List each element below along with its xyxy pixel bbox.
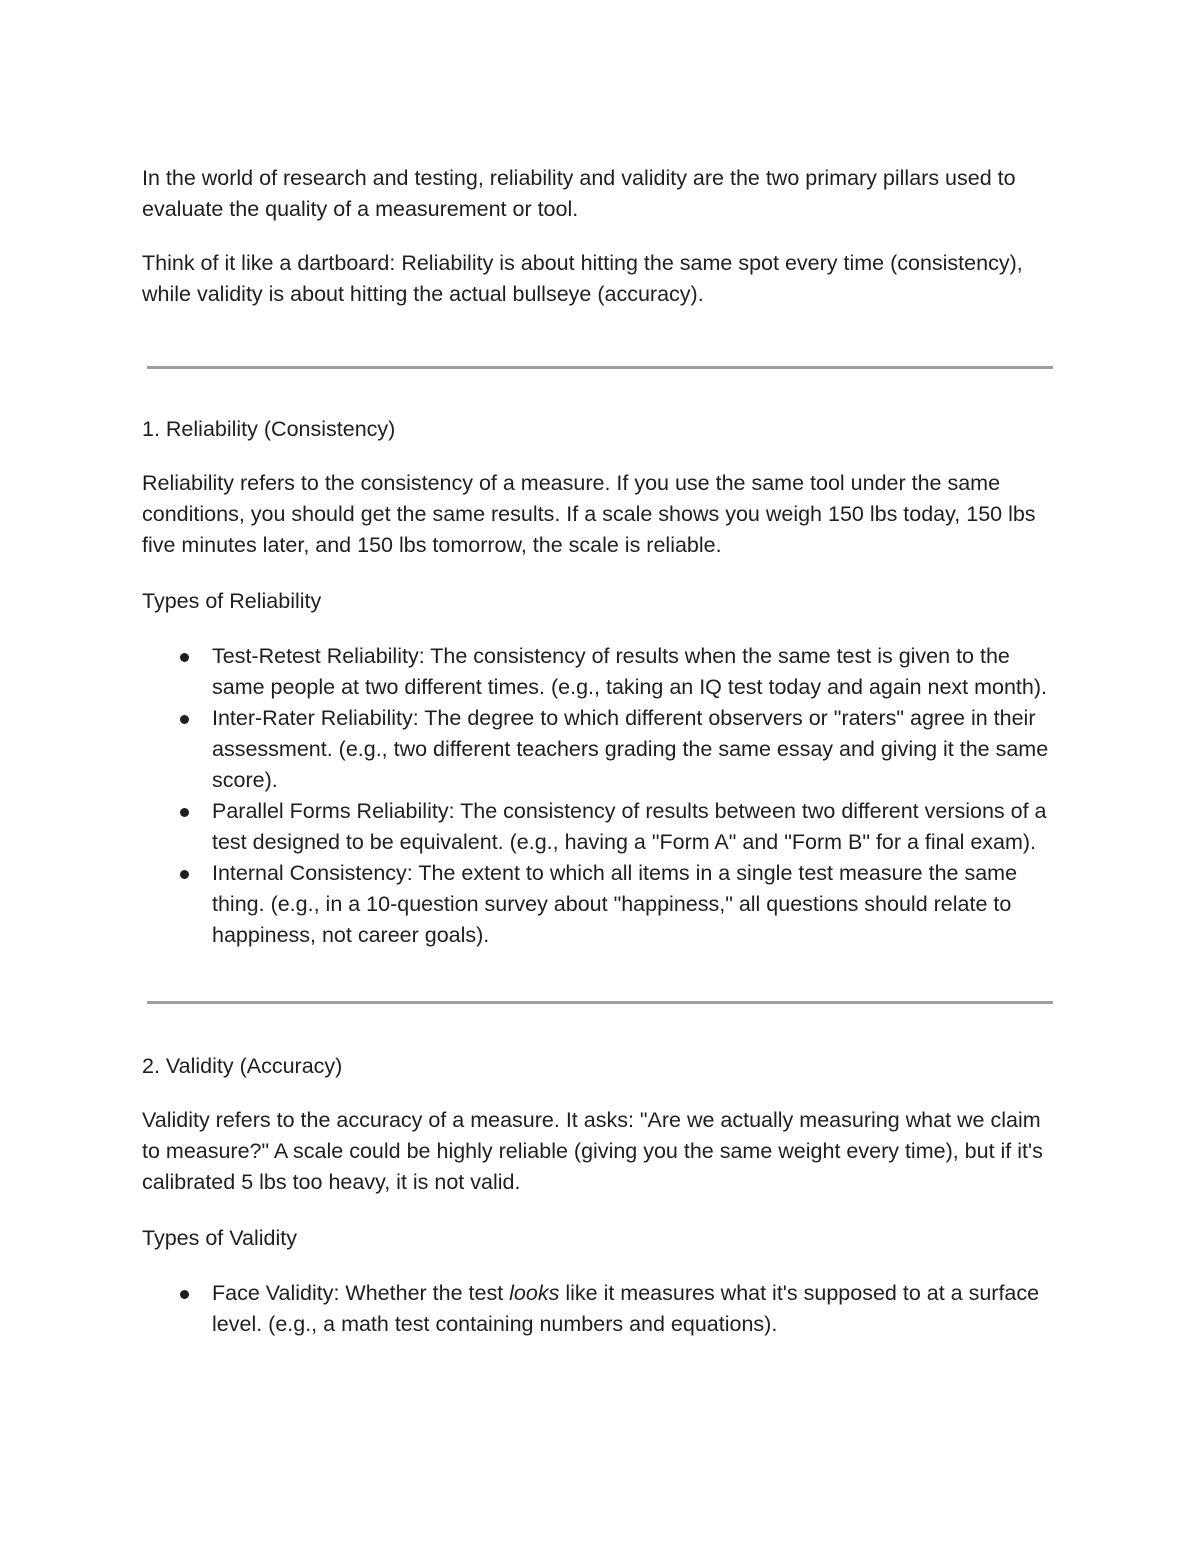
list-item [142,796,1062,858]
list-item-text: Internal Consistency: The extent to which all items in a single test measure the same thing. (e.g., in a 10-question survey about "happiness," all questions should relate to happiness, not career goals). [212,861,1018,947]
list-item [142,703,1062,796]
list-item [142,1278,1062,1340]
bullet-icon [180,808,189,817]
list-item [142,641,1062,703]
list-item-text [212,1281,1039,1336]
reliability-types-heading: Types of Reliability [142,589,322,613]
list-item [142,858,1062,951]
section-divider [147,1001,1053,1004]
intro-paragraph-2: Think of it like a dartboard: Reliability is about hitting the same spot every time (consistency), while validity is about hitting the actual bullseye (accuracy). [142,251,1023,306]
intro-paragraph-1: In the world of research and testing, reliability and validity are the two primary pillars used to evaluate the quality of a measurement or tool. [142,166,1016,221]
face-validity-text-after: like it measures what it's supposed to at a surface level. (e.g., a math test containing numbers and equations). [212,1281,1040,1336]
face-validity-emphasis: looks [509,1281,560,1305]
validity-types-list [142,1278,1062,1340]
document-page [142,163,1062,1340]
reliability-heading: 1. Reliability (Consistency) [142,417,396,441]
validity-heading: 2. Validity (Accuracy) [142,1054,343,1078]
bullet-icon [180,1290,189,1299]
validity-types-heading: Types of Validity [142,1226,297,1250]
section-divider [147,366,1053,369]
reliability-types-list [142,641,1062,951]
face-validity-text-before: Face Validity: Whether the test [212,1281,510,1305]
list-item-text: Parallel Forms Reliability: The consistency of results between two different versions of a test designed to be equivalent. (e.g., having a "Form A" and "Form B" for a final exam). [212,799,1047,854]
bullet-icon [180,715,189,724]
list-item-text: Inter-Rater Reliability: The degree to which different observers or "raters" agree in their assessment. (e.g., two different teachers grading the same essay and giving it the same score). [212,706,1049,792]
bullet-icon [180,870,189,879]
validity-body: Validity refers to the accuracy of a measure. It asks: "Are we actually measuring what we claim to measure?" A scale could be highly reliable (giving you the same weight every time), but if it's calibrated 5 lbs too heavy, it is not valid. [142,1108,1043,1194]
bullet-icon [180,653,189,662]
reliability-body: Reliability refers to the consistency of a measure. If you use the same tool under the same conditions, you should get the same results. If a scale shows you weigh 150 lbs today, 150 lbs five minutes later, and 150 lbs tomorrow, the scale is reliable. [142,471,1036,557]
list-item-text: Test-Retest Reliability: The consistency of results when the same test is given to the same people at two different times. (e.g., taking an IQ test today and again next month). [212,644,1047,699]
